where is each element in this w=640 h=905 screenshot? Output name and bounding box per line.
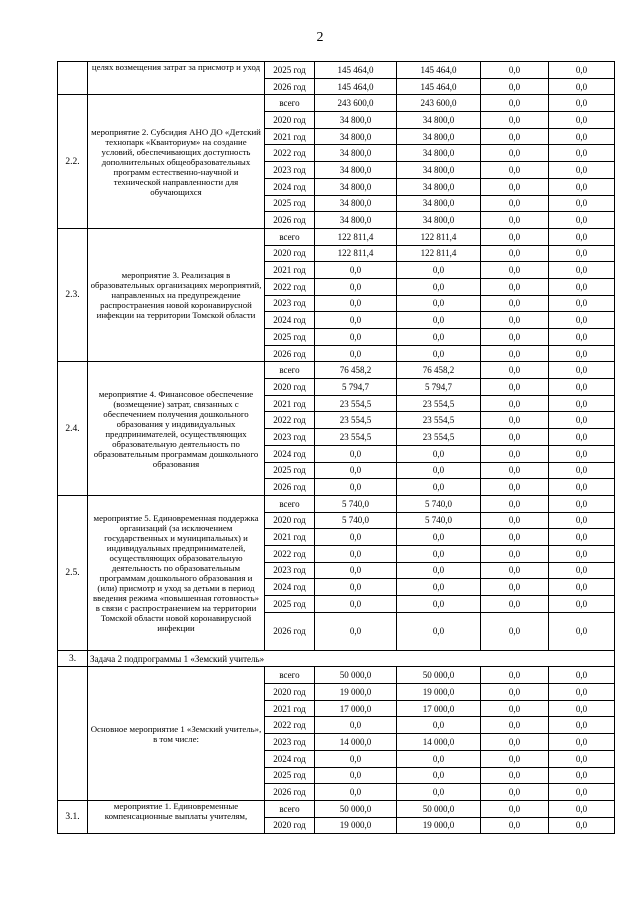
period-label: 2025 год	[265, 596, 315, 613]
item-number: 2.5.	[58, 495, 88, 650]
amount-cell: 0,0	[315, 329, 397, 346]
item-description: мероприятие 2. Субсидия АНО ДО «Детский технопарк «Кванториум» на создание условий, обеспечивающих доступность дополнительных общеобразовательных программ естественно-научной и технической направленности для обучающихся	[88, 95, 265, 229]
amount-cell: 0,0	[481, 562, 549, 579]
amount-cell: 0,0	[549, 445, 615, 462]
amount-cell: 0,0	[481, 734, 549, 751]
task-title: Задача 2 подпрограммы 1 «Земский учитель»	[88, 650, 615, 667]
amount-cell: 0,0	[549, 429, 615, 446]
amount-cell: 0,0	[549, 362, 615, 379]
amount-cell: 0,0	[549, 750, 615, 767]
amount-cell: 5 740,0	[397, 495, 481, 512]
amount-cell: 0,0	[481, 529, 549, 546]
amount-cell: 0,0	[315, 596, 397, 613]
period-label: 2020 год	[265, 245, 315, 262]
amount-cell: 0,0	[549, 112, 615, 129]
amount-cell: 34 800,0	[315, 212, 397, 229]
period-label: 2020 год	[265, 817, 315, 834]
amount-cell: 0,0	[549, 767, 615, 784]
amount-cell: 0,0	[481, 784, 549, 801]
amount-cell: 0,0	[481, 800, 549, 817]
amount-cell: 34 800,0	[315, 195, 397, 212]
table-row	[58, 362, 615, 379]
amount-cell: 0,0	[549, 312, 615, 329]
period-label: 2022 год	[265, 412, 315, 429]
amount-cell: 34 800,0	[397, 145, 481, 162]
item-description: целях возмещения затрат за присмотр и уход	[88, 62, 265, 95]
amount-cell: 0,0	[397, 545, 481, 562]
period-label: 2022 год	[265, 278, 315, 295]
amount-cell: 0,0	[481, 295, 549, 312]
period-label: 2026 год	[265, 212, 315, 229]
amount-cell: 34 800,0	[397, 195, 481, 212]
amount-cell: 0,0	[481, 212, 549, 229]
amount-cell: 0,0	[315, 479, 397, 496]
period-label: всего	[265, 667, 315, 684]
budget-table-body	[58, 62, 615, 834]
budget-table	[57, 61, 615, 834]
period-label: 2023 год	[265, 734, 315, 751]
amount-cell: 0,0	[549, 784, 615, 801]
amount-cell: 5 740,0	[315, 495, 397, 512]
amount-cell: 0,0	[549, 262, 615, 279]
amount-cell: 0,0	[549, 545, 615, 562]
amount-cell: 0,0	[481, 700, 549, 717]
amount-cell: 0,0	[549, 295, 615, 312]
amount-cell: 0,0	[549, 395, 615, 412]
amount-cell: 0,0	[397, 445, 481, 462]
amount-cell: 0,0	[481, 667, 549, 684]
table-row	[58, 800, 615, 817]
amount-cell: 0,0	[481, 612, 549, 650]
period-label: 2025 год	[265, 462, 315, 479]
amount-cell: 0,0	[549, 495, 615, 512]
amount-cell: 0,0	[549, 800, 615, 817]
amount-cell: 50 000,0	[397, 667, 481, 684]
amount-cell: 0,0	[549, 162, 615, 179]
period-label: всего	[265, 495, 315, 512]
amount-cell: 0,0	[397, 612, 481, 650]
amount-cell: 0,0	[549, 278, 615, 295]
amount-cell: 17 000,0	[315, 700, 397, 717]
amount-cell: 0,0	[549, 479, 615, 496]
amount-cell: 50 000,0	[315, 800, 397, 817]
amount-cell: 76 458,2	[315, 362, 397, 379]
amount-cell: 5 794,7	[397, 379, 481, 396]
item-number: 2.4.	[58, 362, 88, 496]
amount-cell: 122 811,4	[397, 228, 481, 245]
amount-cell: 23 554,5	[315, 429, 397, 446]
amount-cell: 50 000,0	[315, 667, 397, 684]
amount-cell: 34 800,0	[397, 162, 481, 179]
amount-cell: 34 800,0	[315, 162, 397, 179]
amount-cell: 0,0	[549, 95, 615, 112]
amount-cell: 0,0	[481, 596, 549, 613]
period-label: 2026 год	[265, 78, 315, 95]
period-label: 2024 год	[265, 178, 315, 195]
amount-cell: 17 000,0	[397, 700, 481, 717]
amount-cell: 0,0	[315, 562, 397, 579]
amount-cell: 122 811,4	[315, 228, 397, 245]
amount-cell: 0,0	[315, 345, 397, 362]
period-label: 2020 год	[265, 684, 315, 701]
amount-cell: 243 600,0	[397, 95, 481, 112]
amount-cell: 0,0	[549, 78, 615, 95]
amount-cell: 0,0	[397, 579, 481, 596]
amount-cell: 0,0	[397, 312, 481, 329]
amount-cell: 19 000,0	[397, 684, 481, 701]
amount-cell: 0,0	[549, 228, 615, 245]
amount-cell: 122 811,4	[397, 245, 481, 262]
item-description: Основное мероприятие 1 «Земский учитель», в том числе:	[88, 667, 265, 801]
item-number: 2.2.	[58, 95, 88, 229]
period-label: 2022 год	[265, 545, 315, 562]
period-label: 2021 год	[265, 395, 315, 412]
amount-cell: 0,0	[549, 512, 615, 529]
period-label: всего	[265, 228, 315, 245]
amount-cell: 23 554,5	[397, 395, 481, 412]
item-number	[58, 667, 88, 801]
amount-cell: 34 800,0	[397, 212, 481, 229]
amount-cell: 0,0	[549, 684, 615, 701]
amount-cell: 14 000,0	[315, 734, 397, 751]
item-description: мероприятие 3. Реализация в образовательных организациях мероприятий, направленных на предупреждение распространения новой коронавирусной инфекции на территории Томской области	[88, 228, 265, 362]
period-label: 2023 год	[265, 162, 315, 179]
amount-cell: 0,0	[397, 750, 481, 767]
amount-cell: 76 458,2	[397, 362, 481, 379]
period-label: 2026 год	[265, 784, 315, 801]
period-label: 2021 год	[265, 262, 315, 279]
amount-cell: 0,0	[315, 750, 397, 767]
amount-cell: 5 740,0	[397, 512, 481, 529]
amount-cell: 0,0	[481, 579, 549, 596]
period-label: 2021 год	[265, 529, 315, 546]
amount-cell: 0,0	[397, 295, 481, 312]
amount-cell: 34 800,0	[315, 128, 397, 145]
amount-cell: 34 800,0	[397, 178, 481, 195]
amount-cell: 0,0	[315, 579, 397, 596]
amount-cell: 243 600,0	[315, 95, 397, 112]
amount-cell: 145 464,0	[315, 78, 397, 95]
amount-cell: 0,0	[481, 245, 549, 262]
period-label: 2022 год	[265, 145, 315, 162]
table-row	[58, 495, 615, 512]
amount-cell: 0,0	[549, 195, 615, 212]
amount-cell: 0,0	[481, 178, 549, 195]
amount-cell: 0,0	[549, 212, 615, 229]
amount-cell: 0,0	[481, 329, 549, 346]
period-label: 2026 год	[265, 612, 315, 650]
amount-cell: 0,0	[481, 145, 549, 162]
amount-cell: 0,0	[549, 596, 615, 613]
amount-cell: 0,0	[549, 529, 615, 546]
amount-cell: 0,0	[481, 817, 549, 834]
amount-cell: 0,0	[397, 462, 481, 479]
amount-cell: 0,0	[481, 684, 549, 701]
amount-cell: 0,0	[549, 412, 615, 429]
amount-cell: 0,0	[315, 295, 397, 312]
period-label: 2024 год	[265, 750, 315, 767]
amount-cell: 0,0	[481, 228, 549, 245]
amount-cell: 0,0	[481, 445, 549, 462]
amount-cell: 34 800,0	[397, 128, 481, 145]
amount-cell: 0,0	[481, 479, 549, 496]
period-label: всего	[265, 362, 315, 379]
task-number: 3.	[58, 650, 88, 667]
amount-cell: 0,0	[397, 596, 481, 613]
period-label: 2026 год	[265, 345, 315, 362]
amount-cell: 34 800,0	[315, 112, 397, 129]
amount-cell: 0,0	[397, 717, 481, 734]
amount-cell: 23 554,5	[315, 395, 397, 412]
amount-cell: 0,0	[481, 262, 549, 279]
amount-cell: 23 554,5	[397, 412, 481, 429]
amount-cell: 0,0	[315, 462, 397, 479]
amount-cell: 0,0	[315, 545, 397, 562]
period-label: 2021 год	[265, 128, 315, 145]
period-label: 2024 год	[265, 579, 315, 596]
amount-cell: 0,0	[397, 345, 481, 362]
amount-cell: 0,0	[481, 495, 549, 512]
amount-cell: 0,0	[549, 462, 615, 479]
amount-cell: 0,0	[549, 379, 615, 396]
amount-cell: 23 554,5	[315, 412, 397, 429]
amount-cell: 0,0	[481, 278, 549, 295]
amount-cell: 0,0	[481, 312, 549, 329]
amount-cell: 0,0	[481, 78, 549, 95]
period-label: 2020 год	[265, 379, 315, 396]
period-label: 2022 год	[265, 717, 315, 734]
amount-cell: 0,0	[481, 112, 549, 129]
period-label: 2023 год	[265, 562, 315, 579]
amount-cell: 0,0	[481, 162, 549, 179]
amount-cell: 0,0	[481, 95, 549, 112]
amount-cell: 122 811,4	[315, 245, 397, 262]
page-number: 2	[316, 30, 324, 45]
amount-cell: 0,0	[315, 278, 397, 295]
amount-cell: 0,0	[549, 667, 615, 684]
amount-cell: 0,0	[397, 562, 481, 579]
amount-cell: 0,0	[481, 429, 549, 446]
amount-cell: 0,0	[549, 562, 615, 579]
amount-cell: 0,0	[481, 345, 549, 362]
amount-cell: 0,0	[481, 395, 549, 412]
amount-cell: 0,0	[315, 767, 397, 784]
amount-cell: 0,0	[315, 529, 397, 546]
table-row	[58, 228, 615, 245]
item-number: 3.1.	[58, 800, 88, 833]
amount-cell: 0,0	[549, 145, 615, 162]
amount-cell: 145 464,0	[397, 78, 481, 95]
amount-cell: 0,0	[481, 379, 549, 396]
amount-cell: 0,0	[549, 612, 615, 650]
amount-cell: 0,0	[549, 717, 615, 734]
amount-cell: 0,0	[481, 128, 549, 145]
period-label: 2025 год	[265, 195, 315, 212]
amount-cell: 0,0	[315, 445, 397, 462]
amount-cell: 23 554,5	[397, 429, 481, 446]
amount-cell: 0,0	[315, 784, 397, 801]
item-description: мероприятие 1. Единовременные компенсационные выплаты учителям,	[88, 800, 265, 833]
period-label: всего	[265, 95, 315, 112]
period-label: 2025 год	[265, 767, 315, 784]
period-label: всего	[265, 800, 315, 817]
period-label: 2026 год	[265, 479, 315, 496]
amount-cell: 0,0	[481, 362, 549, 379]
amount-cell: 0,0	[397, 529, 481, 546]
amount-cell: 0,0	[315, 717, 397, 734]
period-label: 2021 год	[265, 700, 315, 717]
amount-cell: 5 794,7	[315, 379, 397, 396]
amount-cell: 14 000,0	[397, 734, 481, 751]
amount-cell: 0,0	[397, 278, 481, 295]
amount-cell: 0,0	[549, 579, 615, 596]
amount-cell: 0,0	[549, 734, 615, 751]
amount-cell: 0,0	[481, 512, 549, 529]
period-label: 2023 год	[265, 295, 315, 312]
amount-cell: 0,0	[549, 245, 615, 262]
table-row	[58, 95, 615, 112]
amount-cell: 0,0	[315, 262, 397, 279]
amount-cell: 50 000,0	[397, 800, 481, 817]
amount-cell: 0,0	[397, 784, 481, 801]
period-label: 2023 год	[265, 429, 315, 446]
amount-cell: 0,0	[549, 329, 615, 346]
amount-cell: 0,0	[549, 62, 615, 79]
amount-cell: 34 800,0	[315, 145, 397, 162]
period-label: 2024 год	[265, 312, 315, 329]
amount-cell: 0,0	[549, 178, 615, 195]
amount-cell: 0,0	[397, 767, 481, 784]
amount-cell: 0,0	[315, 612, 397, 650]
period-label: 2025 год	[265, 329, 315, 346]
amount-cell: 0,0	[481, 462, 549, 479]
amount-cell: 0,0	[549, 817, 615, 834]
period-label: 2024 год	[265, 445, 315, 462]
amount-cell: 34 800,0	[315, 178, 397, 195]
amount-cell: 0,0	[481, 750, 549, 767]
item-number: 2.3.	[58, 228, 88, 362]
table-row	[58, 667, 615, 684]
amount-cell: 0,0	[397, 479, 481, 496]
amount-cell: 0,0	[549, 345, 615, 362]
amount-cell: 19 000,0	[397, 817, 481, 834]
period-label: 2020 год	[265, 112, 315, 129]
item-number	[58, 62, 88, 95]
amount-cell: 145 464,0	[397, 62, 481, 79]
task-row	[58, 650, 615, 667]
amount-cell: 0,0	[481, 545, 549, 562]
amount-cell: 145 464,0	[315, 62, 397, 79]
amount-cell: 19 000,0	[315, 684, 397, 701]
amount-cell: 0,0	[397, 262, 481, 279]
amount-cell: 0,0	[481, 195, 549, 212]
amount-cell: 34 800,0	[397, 112, 481, 129]
item-description: мероприятие 4. Финансовое обеспечение (возмещение) затрат, связанных с обеспечением получения дошкольного образования у индивидуальных предпринимателей, осуществляющих образовательную деятельность по образовательным программам дошкольного образования	[88, 362, 265, 496]
amount-cell: 0,0	[397, 329, 481, 346]
item-description: мероприятие 5. Единовременная поддержка организаций (за исключением государственных и муниципальных) и индивидуальных предпринимателей, осуществляющих образовательную деятельность по образовательным программам дошкольного образования и (или) присмотр и уход за детьми в период введения режима «повышенная готовность» в связи с распространением на территории Томской области новой коронавирусной инфекции	[88, 495, 265, 650]
amount-cell: 0,0	[481, 717, 549, 734]
table-row	[58, 62, 615, 79]
amount-cell: 19 000,0	[315, 817, 397, 834]
amount-cell: 0,0	[481, 412, 549, 429]
amount-cell: 5 740,0	[315, 512, 397, 529]
period-label: 2025 год	[265, 62, 315, 79]
amount-cell: 0,0	[549, 128, 615, 145]
amount-cell: 0,0	[481, 62, 549, 79]
amount-cell: 0,0	[315, 312, 397, 329]
period-label: 2020 год	[265, 512, 315, 529]
amount-cell: 0,0	[549, 700, 615, 717]
amount-cell: 0,0	[481, 767, 549, 784]
